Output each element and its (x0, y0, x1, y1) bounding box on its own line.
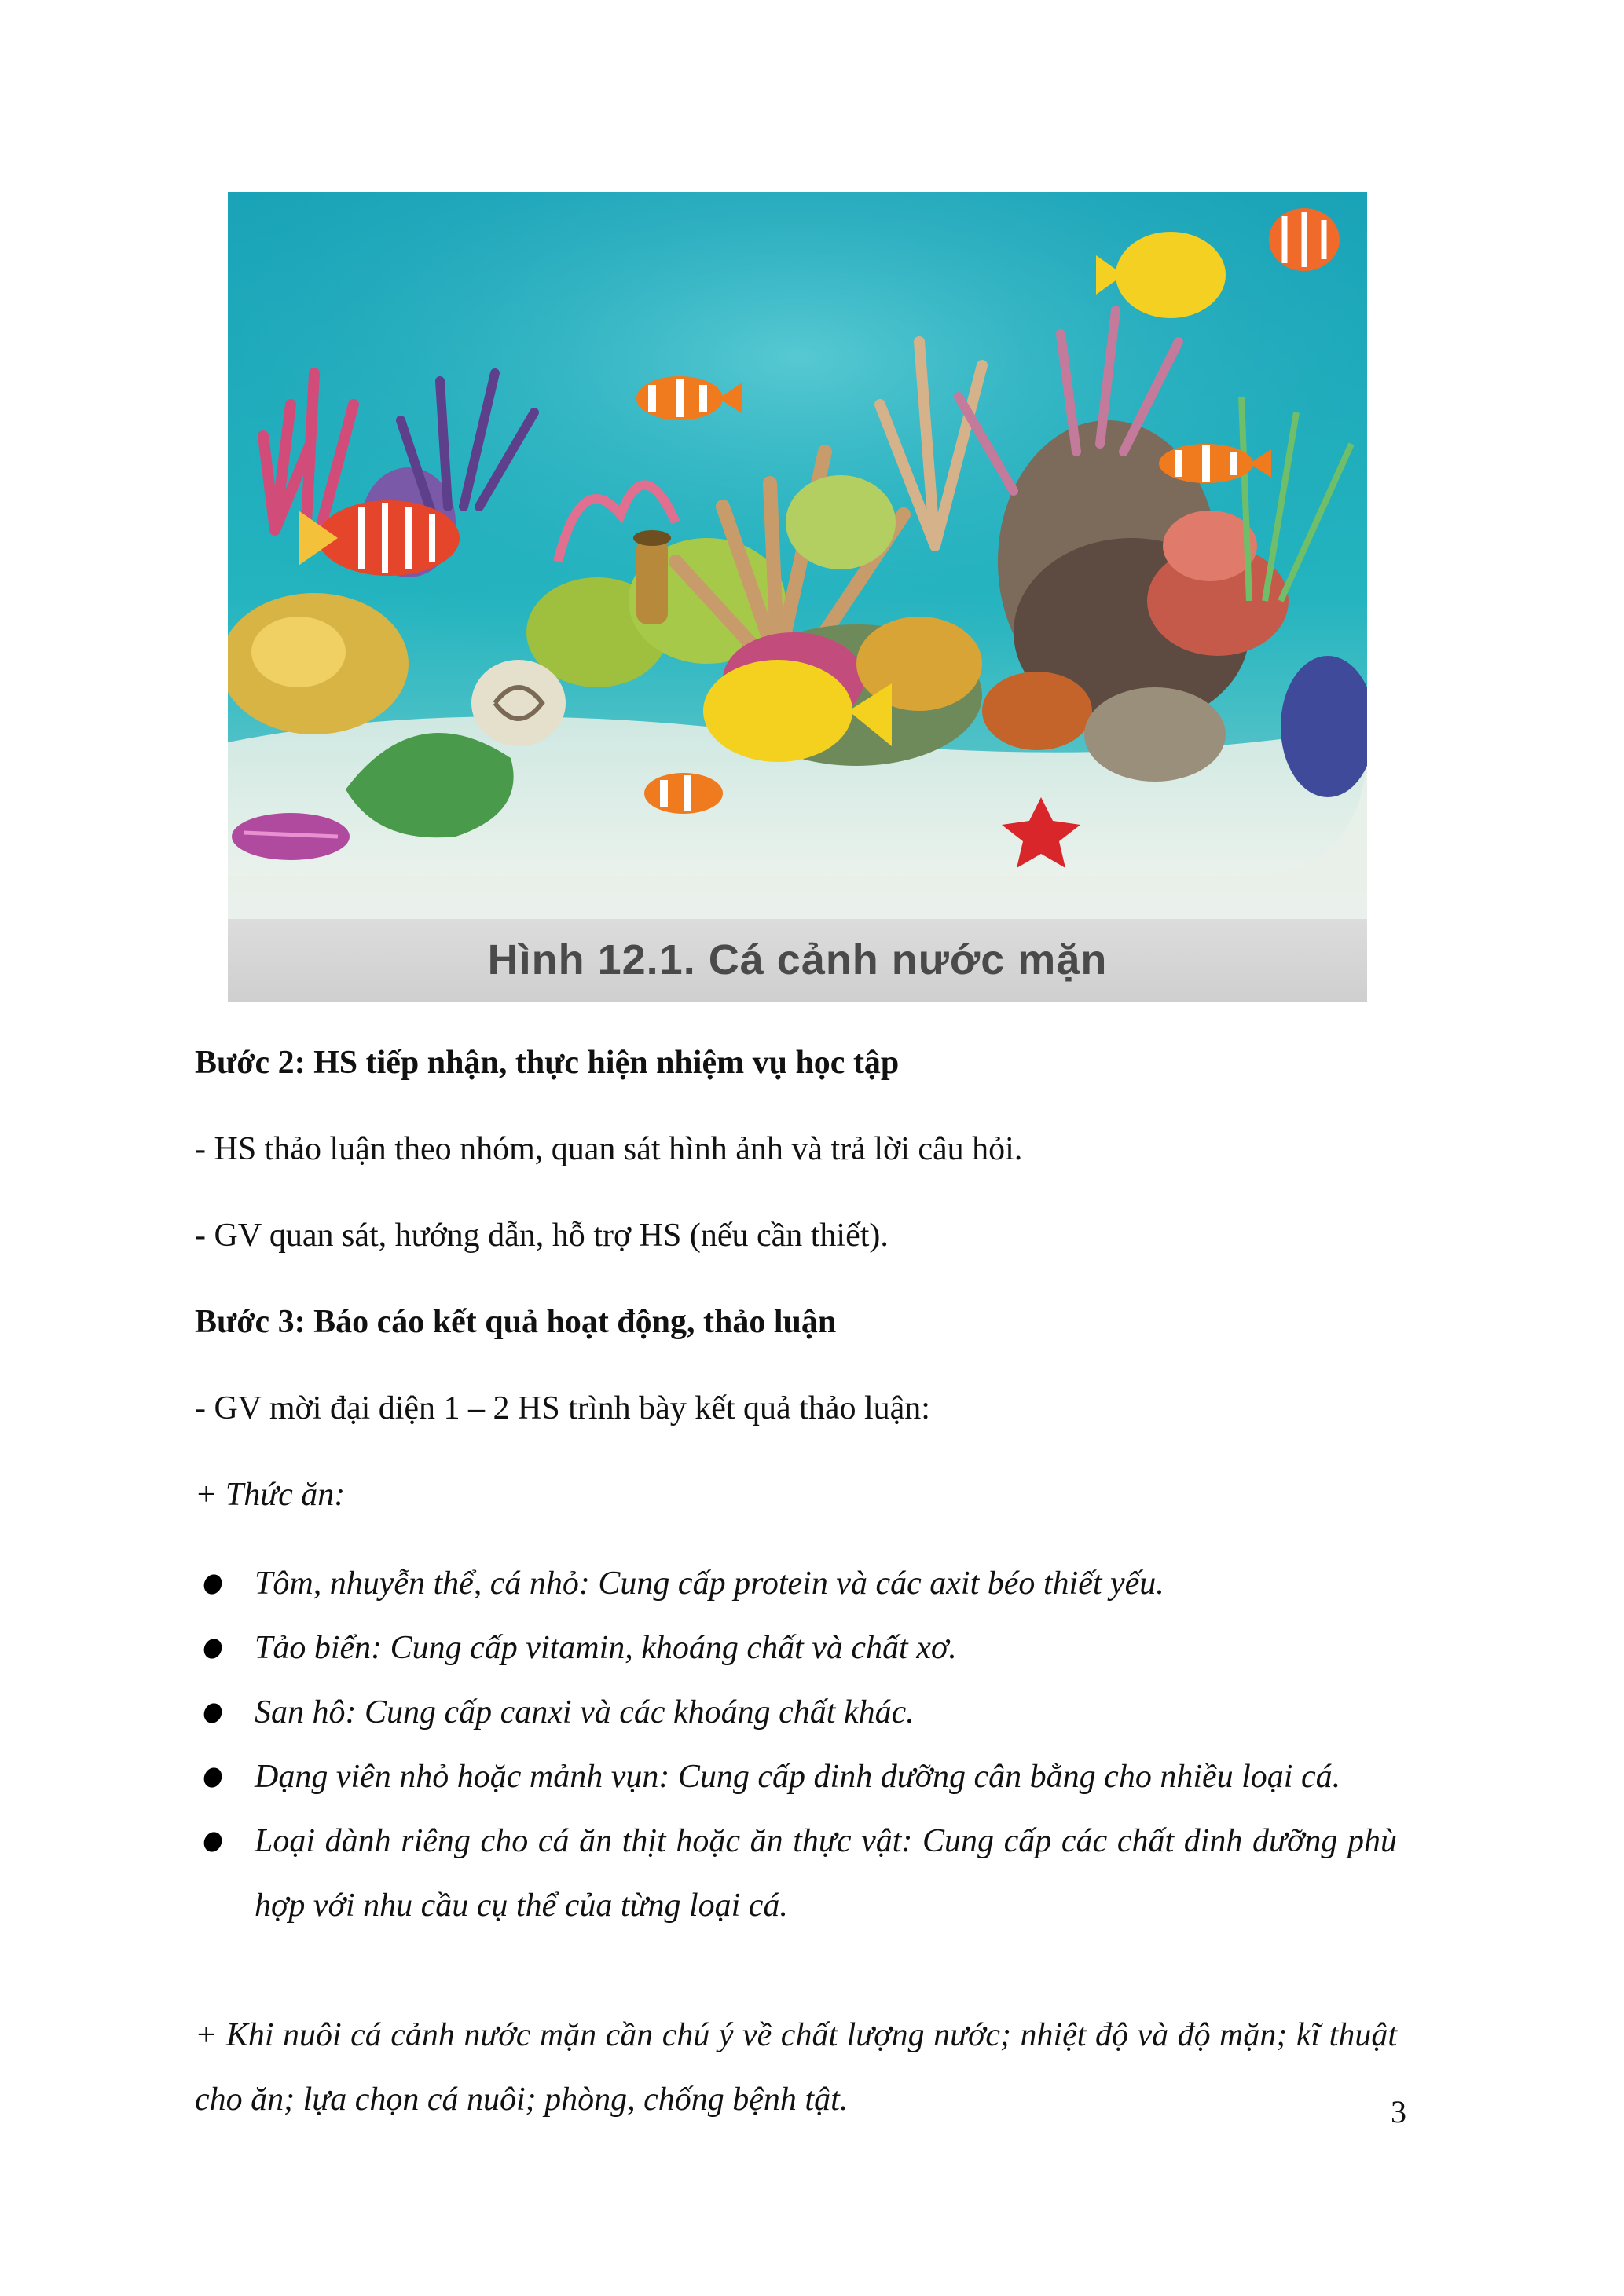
step2-heading: Bước 2: HS tiếp nhận, thực hiện nhiệm vụ học tập (195, 1045, 900, 1081)
bullet-icon (201, 1701, 225, 1727)
list-item-text: Dạng viên nhỏ hoặc mảnh vụn: Cung cấp dinh dưỡng cân bằng cho nhiều loại cá. (255, 1759, 1341, 1795)
fish-purple (232, 813, 350, 860)
list-item-text: Loại dành riêng cho cá ăn thịt hoặc ăn thực vật: Cung cấp các chất dinh dưỡng phù hợp với nhu cầu cụ thể của từng loại cá. (255, 1823, 1397, 1924)
bullet-icon (201, 1829, 225, 1855)
page-number: 3 (1391, 2094, 1406, 2129)
food-list (195, 1551, 1397, 1938)
step2-line-2: - GV quan sát, hướng dẫn, hỗ trợ HS (nếu cần thiết). (195, 1218, 889, 1254)
bullet-icon (201, 1636, 225, 1662)
fish-striped-small (1269, 208, 1340, 271)
bullet-icon (201, 1765, 225, 1791)
list-item-text: Tôm, nhuyễn thể, cá nhỏ: Cung cấp protein và các axit béo thiết yếu. (255, 1565, 1164, 1602)
step3-heading: Bước 3: Báo cáo kết quả hoạt động, thảo luận (195, 1304, 837, 1340)
fish-clown-3 (644, 773, 723, 814)
list-item (195, 1616, 1397, 1680)
care-note: + Khi nuôi cá cảnh nước mặn cần chú ý về chất lượng nước; nhiệt độ và độ mặn; kĩ thuật cho ăn; lựa chọn cá nuôi; phòng, chống bệnh tật. (195, 2017, 1397, 2118)
list-item-text: San hô: Cung cấp canxi và các khoáng chất khác. (255, 1694, 915, 1730)
bullet-icon (201, 1572, 225, 1598)
list-item (195, 1809, 1397, 1938)
figure-caption: Hình 12.1. Cá cảnh nước mặn (487, 936, 1108, 983)
step3-intro: - GV mời đại diện 1 – 2 HS trình bày kết quả thảo luận: (195, 1390, 930, 1426)
list-item (195, 1745, 1397, 1809)
list-item (195, 1551, 1397, 1616)
list-item-text: Tảo biển: Cung cấp vitamin, khoáng chất và chất xơ. (255, 1630, 957, 1666)
aquarium-illustration (228, 192, 1367, 919)
food-label: + Thức ăn: (195, 1477, 346, 1513)
step2-line-1: - HS thảo luận theo nhóm, quan sát hình ảnh và trả lời câu hỏi. (195, 1131, 1023, 1167)
aquarium-figure (228, 192, 1367, 1002)
list-item (195, 1680, 1397, 1745)
